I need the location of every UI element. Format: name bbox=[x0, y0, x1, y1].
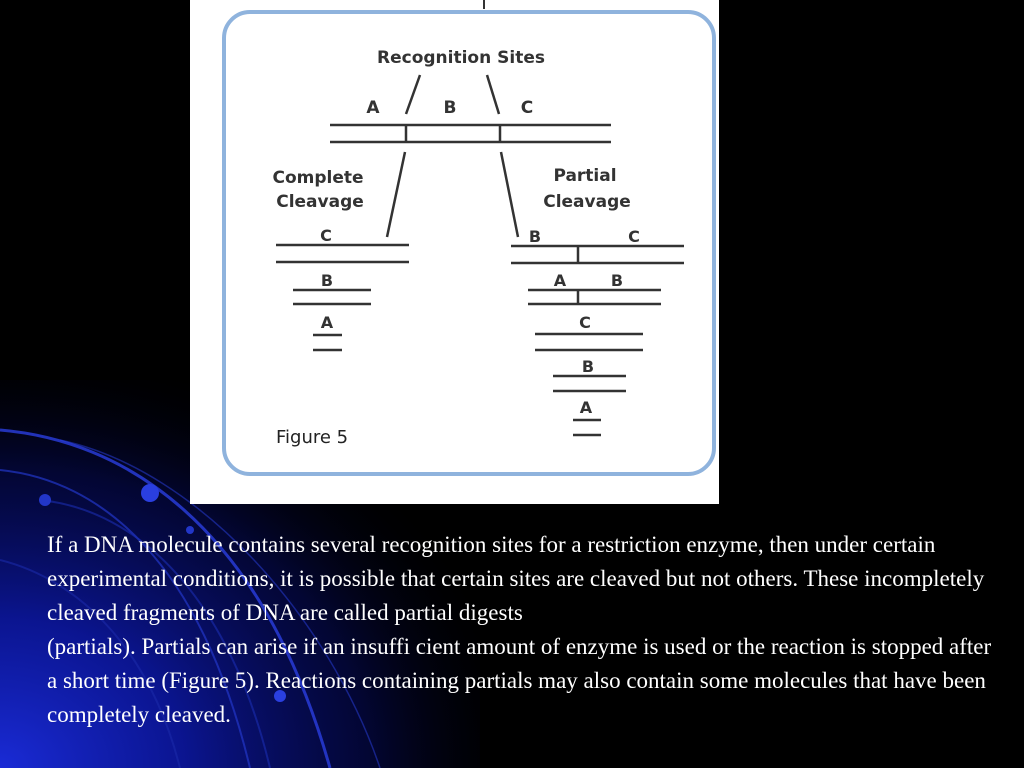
complete-cleavage-label-2: Cleavage bbox=[276, 192, 364, 212]
fragment-label: C bbox=[320, 226, 332, 245]
figure-5-diagram bbox=[190, 0, 719, 504]
recognition-sites-title: Recognition Sites bbox=[377, 48, 545, 68]
partial-fragment-b bbox=[553, 357, 626, 391]
fragment-label: C bbox=[628, 227, 640, 246]
fragment-label: A bbox=[320, 313, 334, 332]
pointer-line bbox=[487, 75, 499, 114]
site-label-a: A bbox=[366, 98, 380, 118]
complete-cleavage-label-1: Complete bbox=[272, 168, 364, 188]
fragment-label: B bbox=[581, 357, 595, 376]
figure-caption: Figure 5 bbox=[276, 427, 349, 448]
figure-panel bbox=[190, 0, 719, 504]
complete-fragment-a bbox=[313, 313, 342, 350]
paragraph-1: If a DNA molecule contains several recognition sites for a restriction enzyme, then under certain experimental conditions, it is possible that certain sites are cleaved but not others. These incompletely cleaved fragments of DNA are called partial digests bbox=[47, 532, 985, 625]
pointer-line bbox=[406, 75, 420, 114]
complete-arrow-line bbox=[387, 152, 405, 237]
body-text bbox=[47, 528, 1007, 732]
partial-fragment-a bbox=[573, 398, 601, 435]
fragment-label: A bbox=[579, 398, 593, 417]
decor-dot bbox=[141, 484, 159, 502]
partial-cleavage-label-1: Partial bbox=[553, 166, 617, 186]
decor-dot bbox=[39, 494, 51, 506]
partial-arrow-line bbox=[501, 152, 518, 237]
partial-fragment-c bbox=[535, 313, 643, 350]
fragment-label: C bbox=[579, 313, 591, 332]
fragment-label: B bbox=[528, 227, 542, 246]
site-label-c: C bbox=[520, 98, 534, 118]
fragment-label: B bbox=[320, 271, 334, 290]
site-label-b: B bbox=[443, 98, 457, 118]
figure-border bbox=[224, 12, 714, 474]
complete-fragment-b bbox=[293, 271, 371, 304]
partial-fragment-ab bbox=[528, 271, 661, 304]
partial-fragment-bc bbox=[511, 227, 684, 263]
dna-molecule bbox=[330, 125, 611, 142]
partial-cleavage-label-2: Cleavage bbox=[543, 192, 631, 212]
fragment-label: A bbox=[553, 271, 567, 290]
fragment-label: B bbox=[610, 271, 624, 290]
paragraph-2: (partials). Partials can arise if an insuffi cient amount of enzyme is used or the reaction is stopped after a short time (Figure 5). Reactions containing partials may also contain some molecules that have been completely cleaved. bbox=[47, 634, 992, 727]
